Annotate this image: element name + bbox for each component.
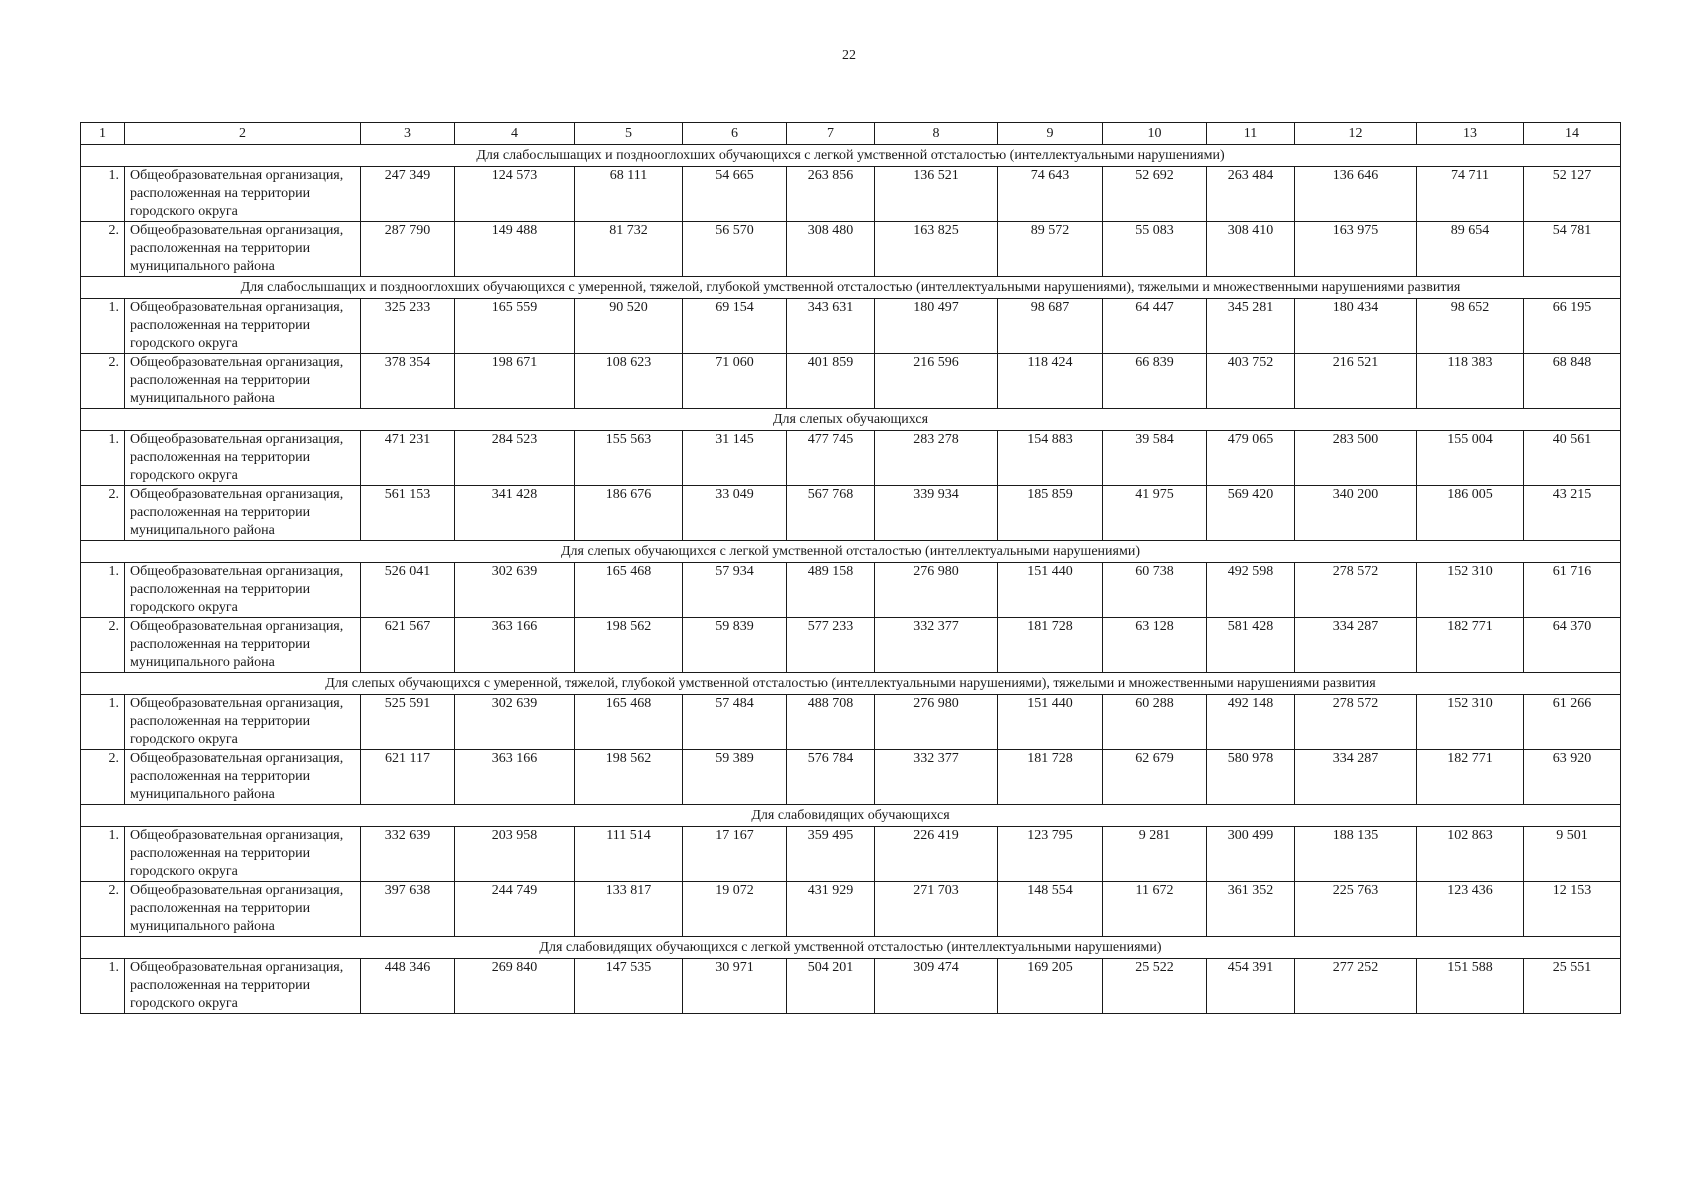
table-row <box>81 563 1621 618</box>
column-header: 3 <box>361 123 455 145</box>
section-title: Для слепых обучающихся <box>81 409 1621 431</box>
value-cell: 308 480 <box>787 222 875 277</box>
row-number: 1. <box>81 563 125 618</box>
value-cell: 334 287 <box>1295 618 1417 673</box>
value-cell: 90 520 <box>575 299 683 354</box>
organization-name: Общеобразовательная организация, расположенная на территории городского округа <box>125 827 361 882</box>
value-cell: 12 153 <box>1524 882 1621 937</box>
table-row <box>81 486 1621 541</box>
value-cell: 340 200 <box>1295 486 1417 541</box>
value-cell: 471 231 <box>361 431 455 486</box>
value-cell: 61 266 <box>1524 695 1621 750</box>
value-cell: 269 840 <box>455 959 575 1014</box>
value-cell: 63 128 <box>1103 618 1207 673</box>
value-cell: 302 639 <box>455 695 575 750</box>
value-cell: 621 117 <box>361 750 455 805</box>
value-cell: 19 072 <box>683 882 787 937</box>
value-cell: 69 154 <box>683 299 787 354</box>
value-cell: 300 499 <box>1207 827 1295 882</box>
value-cell: 448 346 <box>361 959 455 1014</box>
value-cell: 62 679 <box>1103 750 1207 805</box>
value-cell: 25 551 <box>1524 959 1621 1014</box>
value-cell: 277 252 <box>1295 959 1417 1014</box>
value-cell: 359 495 <box>787 827 875 882</box>
value-cell: 278 572 <box>1295 695 1417 750</box>
value-cell: 89 654 <box>1417 222 1524 277</box>
column-header: 4 <box>455 123 575 145</box>
value-cell: 154 883 <box>998 431 1103 486</box>
section-title: Для слабовидящих обучающихся <box>81 805 1621 827</box>
row-number: 1. <box>81 299 125 354</box>
table-row <box>81 827 1621 882</box>
organization-name: Общеобразовательная организация, расположенная на территории муниципального района <box>125 750 361 805</box>
value-cell: 332 639 <box>361 827 455 882</box>
value-cell: 152 310 <box>1417 695 1524 750</box>
value-cell: 98 652 <box>1417 299 1524 354</box>
value-cell: 151 440 <box>998 563 1103 618</box>
value-cell: 60 288 <box>1103 695 1207 750</box>
value-cell: 332 377 <box>875 618 998 673</box>
value-cell: 64 447 <box>1103 299 1207 354</box>
value-cell: 74 711 <box>1417 167 1524 222</box>
value-cell: 64 370 <box>1524 618 1621 673</box>
value-cell: 581 428 <box>1207 618 1295 673</box>
table-row <box>81 354 1621 409</box>
column-header: 6 <box>683 123 787 145</box>
value-cell: 136 521 <box>875 167 998 222</box>
column-header: 12 <box>1295 123 1417 145</box>
value-cell: 577 233 <box>787 618 875 673</box>
value-cell: 66 839 <box>1103 354 1207 409</box>
value-cell: 89 572 <box>998 222 1103 277</box>
row-number: 1. <box>81 959 125 1014</box>
organization-name: Общеобразовательная организация, расположенная на территории городского округа <box>125 299 361 354</box>
value-cell: 287 790 <box>361 222 455 277</box>
value-cell: 569 420 <box>1207 486 1295 541</box>
value-cell: 63 920 <box>1524 750 1621 805</box>
organization-name: Общеобразовательная организация, расположенная на территории муниципального района <box>125 882 361 937</box>
value-cell: 283 500 <box>1295 431 1417 486</box>
value-cell: 33 049 <box>683 486 787 541</box>
value-cell: 98 687 <box>998 299 1103 354</box>
value-cell: 11 672 <box>1103 882 1207 937</box>
value-cell: 325 233 <box>361 299 455 354</box>
value-cell: 30 971 <box>683 959 787 1014</box>
row-number: 1. <box>81 695 125 750</box>
table-row <box>81 299 1621 354</box>
value-cell: 54 665 <box>683 167 787 222</box>
value-cell: 225 763 <box>1295 882 1417 937</box>
value-cell: 401 859 <box>787 354 875 409</box>
value-cell: 526 041 <box>361 563 455 618</box>
value-cell: 118 383 <box>1417 354 1524 409</box>
value-cell: 276 980 <box>875 695 998 750</box>
value-cell: 576 784 <box>787 750 875 805</box>
value-cell: 504 201 <box>787 959 875 1014</box>
value-cell: 332 377 <box>875 750 998 805</box>
section-header-row <box>81 409 1621 431</box>
value-cell: 278 572 <box>1295 563 1417 618</box>
value-cell: 188 135 <box>1295 827 1417 882</box>
organization-name: Общеобразовательная организация, расположенная на территории муниципального района <box>125 618 361 673</box>
column-header: 7 <box>787 123 875 145</box>
section-title: Для слепых обучающихся с легкой умственной отсталостью (интеллектуальными нарушениями) <box>81 541 1621 563</box>
value-cell: 123 436 <box>1417 882 1524 937</box>
value-cell: 244 749 <box>455 882 575 937</box>
value-cell: 276 980 <box>875 563 998 618</box>
value-cell: 43 215 <box>1524 486 1621 541</box>
section-title: Для слабовидящих обучающихся с легкой умственной отсталостью (интеллектуальными нарушениями) <box>81 937 1621 959</box>
table-row <box>81 882 1621 937</box>
value-cell: 454 391 <box>1207 959 1295 1014</box>
value-cell: 226 419 <box>875 827 998 882</box>
value-cell: 155 004 <box>1417 431 1524 486</box>
value-cell: 492 598 <box>1207 563 1295 618</box>
value-cell: 165 468 <box>575 695 683 750</box>
value-cell: 74 643 <box>998 167 1103 222</box>
value-cell: 182 771 <box>1417 750 1524 805</box>
column-header: 9 <box>998 123 1103 145</box>
value-cell: 186 005 <box>1417 486 1524 541</box>
row-number: 2. <box>81 354 125 409</box>
value-cell: 52 127 <box>1524 167 1621 222</box>
value-cell: 152 310 <box>1417 563 1524 618</box>
value-cell: 180 497 <box>875 299 998 354</box>
organization-name: Общеобразовательная организация, расположенная на территории городского округа <box>125 563 361 618</box>
value-cell: 17 167 <box>683 827 787 882</box>
value-cell: 561 153 <box>361 486 455 541</box>
value-cell: 198 671 <box>455 354 575 409</box>
value-cell: 361 352 <box>1207 882 1295 937</box>
value-cell: 343 631 <box>787 299 875 354</box>
value-cell: 378 354 <box>361 354 455 409</box>
column-header: 1 <box>81 123 125 145</box>
organization-name: Общеобразовательная организация, расположенная на территории городского округа <box>125 959 361 1014</box>
organization-name: Общеобразовательная организация, расположенная на территории городского округа <box>125 431 361 486</box>
header-row <box>81 123 1621 145</box>
value-cell: 271 703 <box>875 882 998 937</box>
value-cell: 216 521 <box>1295 354 1417 409</box>
column-header: 13 <box>1417 123 1524 145</box>
section-header-row <box>81 805 1621 827</box>
value-cell: 102 863 <box>1417 827 1524 882</box>
value-cell: 263 856 <box>787 167 875 222</box>
value-cell: 181 728 <box>998 750 1103 805</box>
row-number: 2. <box>81 882 125 937</box>
column-header: 10 <box>1103 123 1207 145</box>
value-cell: 163 825 <box>875 222 998 277</box>
value-cell: 39 584 <box>1103 431 1207 486</box>
value-cell: 59 839 <box>683 618 787 673</box>
value-cell: 123 795 <box>998 827 1103 882</box>
value-cell: 148 554 <box>998 882 1103 937</box>
value-cell: 118 424 <box>998 354 1103 409</box>
data-table <box>80 122 1621 1014</box>
value-cell: 180 434 <box>1295 299 1417 354</box>
value-cell: 363 166 <box>455 618 575 673</box>
organization-name: Общеобразовательная организация, расположенная на территории городского округа <box>125 695 361 750</box>
organization-name: Общеобразовательная организация, расположенная на территории городского округа <box>125 167 361 222</box>
column-header: 8 <box>875 123 998 145</box>
value-cell: 309 474 <box>875 959 998 1014</box>
organization-name: Общеобразовательная организация, расположенная на территории муниципального района <box>125 222 361 277</box>
value-cell: 181 728 <box>998 618 1103 673</box>
value-cell: 56 570 <box>683 222 787 277</box>
value-cell: 163 975 <box>1295 222 1417 277</box>
value-cell: 185 859 <box>998 486 1103 541</box>
value-cell: 621 567 <box>361 618 455 673</box>
column-header: 5 <box>575 123 683 145</box>
value-cell: 186 676 <box>575 486 683 541</box>
row-number: 2. <box>81 486 125 541</box>
table-row <box>81 222 1621 277</box>
value-cell: 55 083 <box>1103 222 1207 277</box>
row-number: 2. <box>81 222 125 277</box>
value-cell: 71 060 <box>683 354 787 409</box>
value-cell: 52 692 <box>1103 167 1207 222</box>
value-cell: 81 732 <box>575 222 683 277</box>
value-cell: 165 559 <box>455 299 575 354</box>
value-cell: 25 522 <box>1103 959 1207 1014</box>
value-cell: 397 638 <box>361 882 455 937</box>
value-cell: 57 934 <box>683 563 787 618</box>
value-cell: 66 195 <box>1524 299 1621 354</box>
column-header: 2 <box>125 123 361 145</box>
value-cell: 492 148 <box>1207 695 1295 750</box>
page-number: 22 <box>842 48 856 63</box>
row-number: 1. <box>81 431 125 486</box>
column-header: 11 <box>1207 123 1295 145</box>
value-cell: 302 639 <box>455 563 575 618</box>
value-cell: 111 514 <box>575 827 683 882</box>
row-number: 2. <box>81 618 125 673</box>
section-title: Для слепых обучающихся с умеренной, тяжелой, глубокой умственной отсталостью (интеллектуальными нарушениями), тяжелыми и множественными нарушениями развития <box>81 673 1621 695</box>
row-number: 2. <box>81 750 125 805</box>
organization-name: Общеобразовательная организация, расположенная на территории муниципального района <box>125 486 361 541</box>
value-cell: 136 646 <box>1295 167 1417 222</box>
value-cell: 155 563 <box>575 431 683 486</box>
organization-name: Общеобразовательная организация, расположенная на территории муниципального района <box>125 354 361 409</box>
value-cell: 147 535 <box>575 959 683 1014</box>
value-cell: 124 573 <box>455 167 575 222</box>
value-cell: 60 738 <box>1103 563 1207 618</box>
value-cell: 308 410 <box>1207 222 1295 277</box>
row-number: 1. <box>81 827 125 882</box>
value-cell: 203 958 <box>455 827 575 882</box>
section-header-row <box>81 277 1621 299</box>
value-cell: 59 389 <box>683 750 787 805</box>
value-cell: 9 501 <box>1524 827 1621 882</box>
value-cell: 339 934 <box>875 486 998 541</box>
value-cell: 334 287 <box>1295 750 1417 805</box>
value-cell: 182 771 <box>1417 618 1524 673</box>
value-cell: 580 978 <box>1207 750 1295 805</box>
table-row <box>81 750 1621 805</box>
value-cell: 41 975 <box>1103 486 1207 541</box>
value-cell: 169 205 <box>998 959 1103 1014</box>
value-cell: 431 929 <box>787 882 875 937</box>
value-cell: 283 278 <box>875 431 998 486</box>
value-cell: 40 561 <box>1524 431 1621 486</box>
value-cell: 68 111 <box>575 167 683 222</box>
value-cell: 345 281 <box>1207 299 1295 354</box>
value-cell: 9 281 <box>1103 827 1207 882</box>
value-cell: 31 145 <box>683 431 787 486</box>
value-cell: 149 488 <box>455 222 575 277</box>
value-cell: 477 745 <box>787 431 875 486</box>
value-cell: 68 848 <box>1524 354 1621 409</box>
value-cell: 363 166 <box>455 750 575 805</box>
table-row <box>81 167 1621 222</box>
value-cell: 567 768 <box>787 486 875 541</box>
value-cell: 151 440 <box>998 695 1103 750</box>
table-row <box>81 695 1621 750</box>
value-cell: 198 562 <box>575 750 683 805</box>
value-cell: 488 708 <box>787 695 875 750</box>
value-cell: 403 752 <box>1207 354 1295 409</box>
value-cell: 54 781 <box>1524 222 1621 277</box>
section-header-row <box>81 673 1621 695</box>
value-cell: 525 591 <box>361 695 455 750</box>
section-header-row <box>81 145 1621 167</box>
value-cell: 57 484 <box>683 695 787 750</box>
value-cell: 341 428 <box>455 486 575 541</box>
value-cell: 61 716 <box>1524 563 1621 618</box>
value-cell: 284 523 <box>455 431 575 486</box>
table-row <box>81 618 1621 673</box>
section-title: Для слабослышащих и позднооглохших обучающихся с легкой умственной отсталостью (интеллектуальными нарушениями) <box>81 145 1621 167</box>
section-header-row <box>81 937 1621 959</box>
column-header: 14 <box>1524 123 1621 145</box>
value-cell: 247 349 <box>361 167 455 222</box>
value-cell: 479 065 <box>1207 431 1295 486</box>
section-title: Для слабослышащих и позднооглохших обучающихся с умеренной, тяжелой, глубокой умственной отсталостью (интеллектуальными нарушениями), тяжелыми и множественными нарушениями развития <box>81 277 1621 299</box>
row-number: 1. <box>81 167 125 222</box>
value-cell: 165 468 <box>575 563 683 618</box>
value-cell: 263 484 <box>1207 167 1295 222</box>
section-header-row <box>81 541 1621 563</box>
value-cell: 133 817 <box>575 882 683 937</box>
value-cell: 489 158 <box>787 563 875 618</box>
value-cell: 198 562 <box>575 618 683 673</box>
table-row <box>81 431 1621 486</box>
table-row <box>81 959 1621 1014</box>
value-cell: 108 623 <box>575 354 683 409</box>
value-cell: 151 588 <box>1417 959 1524 1014</box>
value-cell: 216 596 <box>875 354 998 409</box>
